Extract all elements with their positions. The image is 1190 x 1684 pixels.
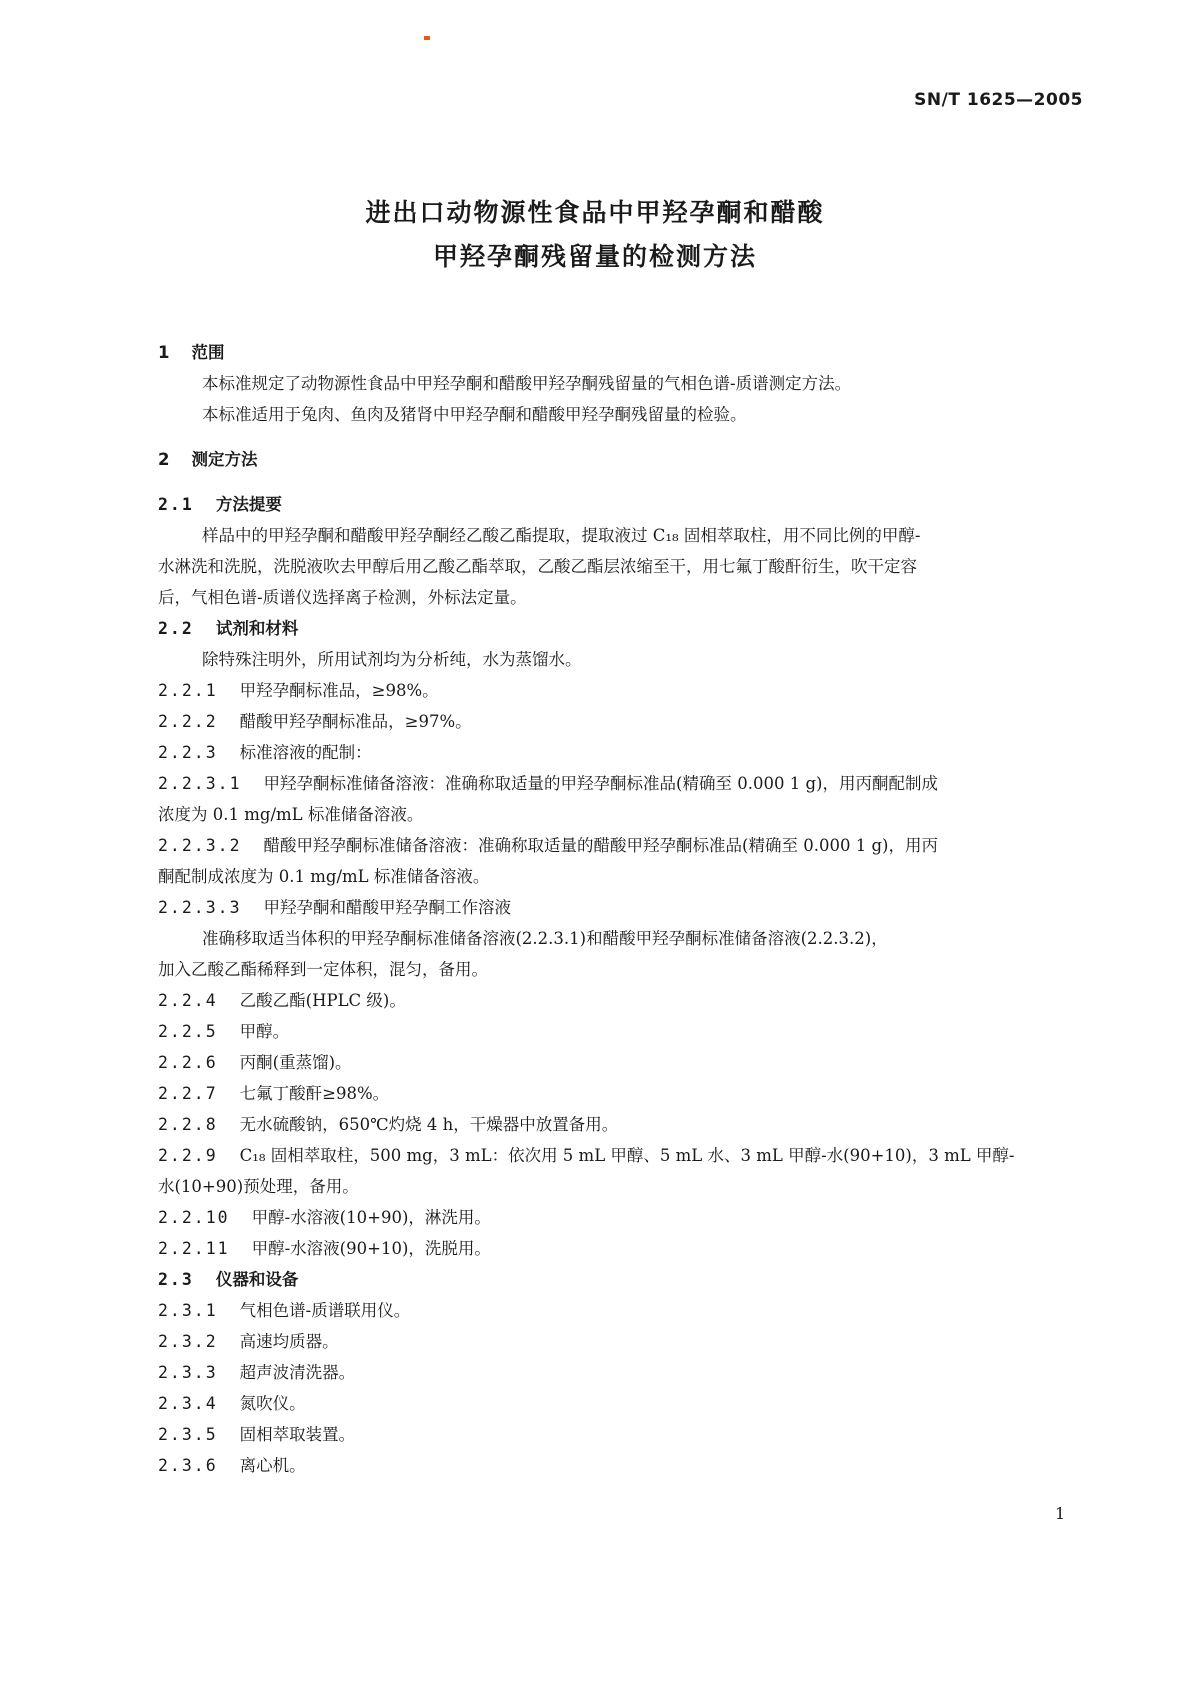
- clause-text: 超声波清洗器。: [239, 1363, 356, 1382]
- clause-number: 2.2.4: [158, 991, 218, 1010]
- clause-2-3-5: [158, 1419, 1086, 1450]
- spacer: [158, 430, 1086, 444]
- clause-number: 2.3.4: [158, 1394, 218, 1413]
- section-number: 1: [158, 343, 170, 362]
- clause-number: 2.2.5: [158, 1022, 218, 1041]
- clause-text: 醋酸甲羟孕酮标准储备溶液：准确称取适量的醋酸甲羟孕酮标准品(精确至 0.000 1 g)，用丙: [263, 836, 938, 855]
- clause-2-2-5: [158, 1016, 1086, 1047]
- clause-text: 七氟丁酸酐≥98%。: [239, 1084, 390, 1103]
- clause-2-2-7: [158, 1078, 1086, 1109]
- document-title-line-1: 进出口动物源性食品中甲羟孕酮和醋酸: [365, 198, 825, 227]
- clause-2-2-3-1: [158, 768, 1086, 799]
- clause-text: 氮吹仪。: [239, 1394, 306, 1413]
- clause-text: 甲羟孕酮标准储备溶液：准确称取适量的甲羟孕酮标准品(精确至 0.000 1 g)，用丙酮配制成: [263, 774, 938, 793]
- clause-number: 2.2.3.3: [158, 898, 242, 917]
- orange-mark: [424, 36, 430, 40]
- clause-number: 2.2.2: [158, 712, 218, 731]
- clause-2-3-2: [158, 1326, 1086, 1357]
- clause-number: 2.3.2: [158, 1332, 218, 1351]
- clause-text: 高速均质器。: [239, 1332, 339, 1351]
- clause-continuation: 浓度为 0.1 mg/mL 标准储备溶液。: [158, 805, 424, 824]
- section-title: 测定方法: [191, 450, 258, 469]
- clause-2-2-3-3: [158, 892, 1086, 923]
- clause-2-2-10: [158, 1202, 1086, 1233]
- clause-2-2-1: [158, 675, 1086, 706]
- section-2-heading: [158, 444, 1086, 475]
- clause-text: C₁₈ 固相萃取柱，500 mg，3 mL：依次用 5 mL 甲醇、5 mL 水、3 mL 甲醇-水(90+10)，3 mL 甲醇-: [239, 1146, 1015, 1165]
- page-number: 1: [1055, 1504, 1066, 1523]
- section-1-heading: [158, 337, 1086, 368]
- paragraph: 水淋洗和洗脱，洗脱液吹去甲醇后用乙酸乙酯萃取，乙酸乙酯层浓缩至干，用七氟丁酸酐衍生，吹干定容: [158, 557, 917, 576]
- clause-text: 标准溶液的配制：: [239, 743, 372, 762]
- clause-text: 醋酸甲羟孕酮标准品，≥97%。: [239, 712, 472, 731]
- section-title: 试剂和材料: [215, 619, 299, 638]
- section-title: 方法提要: [215, 495, 282, 514]
- clause-text: 甲醇-水溶液(90+10)，洗脱用。: [251, 1239, 491, 1258]
- spacer: [158, 475, 1086, 489]
- paragraph: 除特殊注明外，所用试剂均为分析纯，水为蒸馏水。: [202, 650, 582, 669]
- clause-2-2-3-2: [158, 830, 1086, 861]
- clause-number: 2.2.3.2: [158, 836, 242, 855]
- clause-number: 2.3.3: [158, 1363, 218, 1382]
- section-title: 范围: [191, 343, 225, 362]
- standard-code: SN/T 1625—2005: [914, 90, 1083, 110]
- clause-text: 丙酮(重蒸馏)。: [239, 1053, 352, 1072]
- clause-2-3-6: [158, 1450, 1086, 1481]
- clause-number: 2.2.8: [158, 1115, 218, 1134]
- clause-number: 2.2.11: [158, 1239, 230, 1258]
- clause-2-2-9: [158, 1140, 1086, 1171]
- clause-number: 2.2.6: [158, 1053, 218, 1072]
- paragraph: 样品中的甲羟孕酮和醋酸甲羟孕酮经乙酸乙酯提取，提取液过 C₁₈ 固相萃取柱，用不同比例的甲醇-: [202, 526, 921, 545]
- section-number: 2.3: [158, 1270, 194, 1289]
- clause-2-3-1: [158, 1295, 1086, 1326]
- section-number: 2: [158, 450, 170, 469]
- clause-text: 固相萃取装置。: [239, 1425, 356, 1444]
- section-number: 2.2: [158, 619, 194, 638]
- section-2-2-heading: [158, 613, 1086, 644]
- clause-number: 2.2.10: [158, 1208, 230, 1227]
- clause-text: 甲醇。: [239, 1022, 290, 1041]
- clause-2-2-6: [158, 1047, 1086, 1078]
- clause-number: 2.2.1: [158, 681, 218, 700]
- clause-text: 乙酸乙酯(HPLC 级)。: [239, 991, 406, 1010]
- clause-number: 2.3.1: [158, 1301, 218, 1320]
- clause-number: 2.3.5: [158, 1425, 218, 1444]
- section-number: 2.1: [158, 495, 194, 514]
- clause-text: 甲醇-水溶液(10+90)，淋洗用。: [251, 1208, 491, 1227]
- paragraph: 准确移取适当体积的甲羟孕酮标准储备溶液(2.2.3.1)和醋酸甲羟孕酮标准储备溶液(2.2.3.2)，: [202, 929, 888, 948]
- clause-number: 2.3.6: [158, 1456, 218, 1475]
- clause-2-3-3: [158, 1357, 1086, 1388]
- clause-number: 2.2.7: [158, 1084, 218, 1103]
- paragraph: 本标准规定了动物源性食品中甲羟孕酮和醋酸甲羟孕酮残留量的气相色谱-质谱测定方法。: [202, 374, 852, 393]
- clause-text: 无水硫酸钠，650℃灼烧 4 h，干燥器中放置备用。: [239, 1115, 619, 1134]
- clause-2-2-4: [158, 985, 1086, 1016]
- clause-text: 甲羟孕酮标准品，≥98%。: [239, 681, 439, 700]
- clause-text: 气相色谱-质谱联用仪。: [239, 1301, 411, 1320]
- paragraph: 本标准适用于兔肉、鱼肉及猪肾中甲羟孕酮和醋酸甲羟孕酮残留量的检验。: [202, 405, 747, 424]
- clause-2-3-4: [158, 1388, 1086, 1419]
- clause-text: 甲羟孕酮和醋酸甲羟孕酮工作溶液: [263, 898, 512, 917]
- clause-2-2-8: [158, 1109, 1086, 1140]
- section-2-1-heading: [158, 489, 1086, 520]
- clause-number: 2.2.3: [158, 743, 218, 762]
- clause-2-2-3: [158, 737, 1086, 768]
- document-title-line-2: 甲羟孕酮残留量的检测方法: [432, 242, 757, 271]
- clause-continuation: 水(10+90)预处理，备用。: [158, 1177, 359, 1196]
- clause-number: 2.2.3.1: [158, 774, 242, 793]
- section-title: 仪器和设备: [215, 1270, 299, 1289]
- clause-text: 离心机。: [239, 1456, 306, 1475]
- clause-continuation: 酮配制成浓度为 0.1 mg/mL 标准储备溶液。: [158, 867, 490, 886]
- clause-number: 2.2.9: [158, 1146, 218, 1165]
- document-body: [158, 337, 1086, 1481]
- paragraph: 后，气相色谱-质谱仪选择离子检测，外标法定量。: [158, 588, 527, 607]
- section-2-3-heading: [158, 1264, 1086, 1295]
- clause-2-2-2: [158, 706, 1086, 737]
- clause-2-2-11: [158, 1233, 1086, 1264]
- paragraph: 加入乙酸乙酯稀释到一定体积，混匀，备用。: [158, 960, 488, 979]
